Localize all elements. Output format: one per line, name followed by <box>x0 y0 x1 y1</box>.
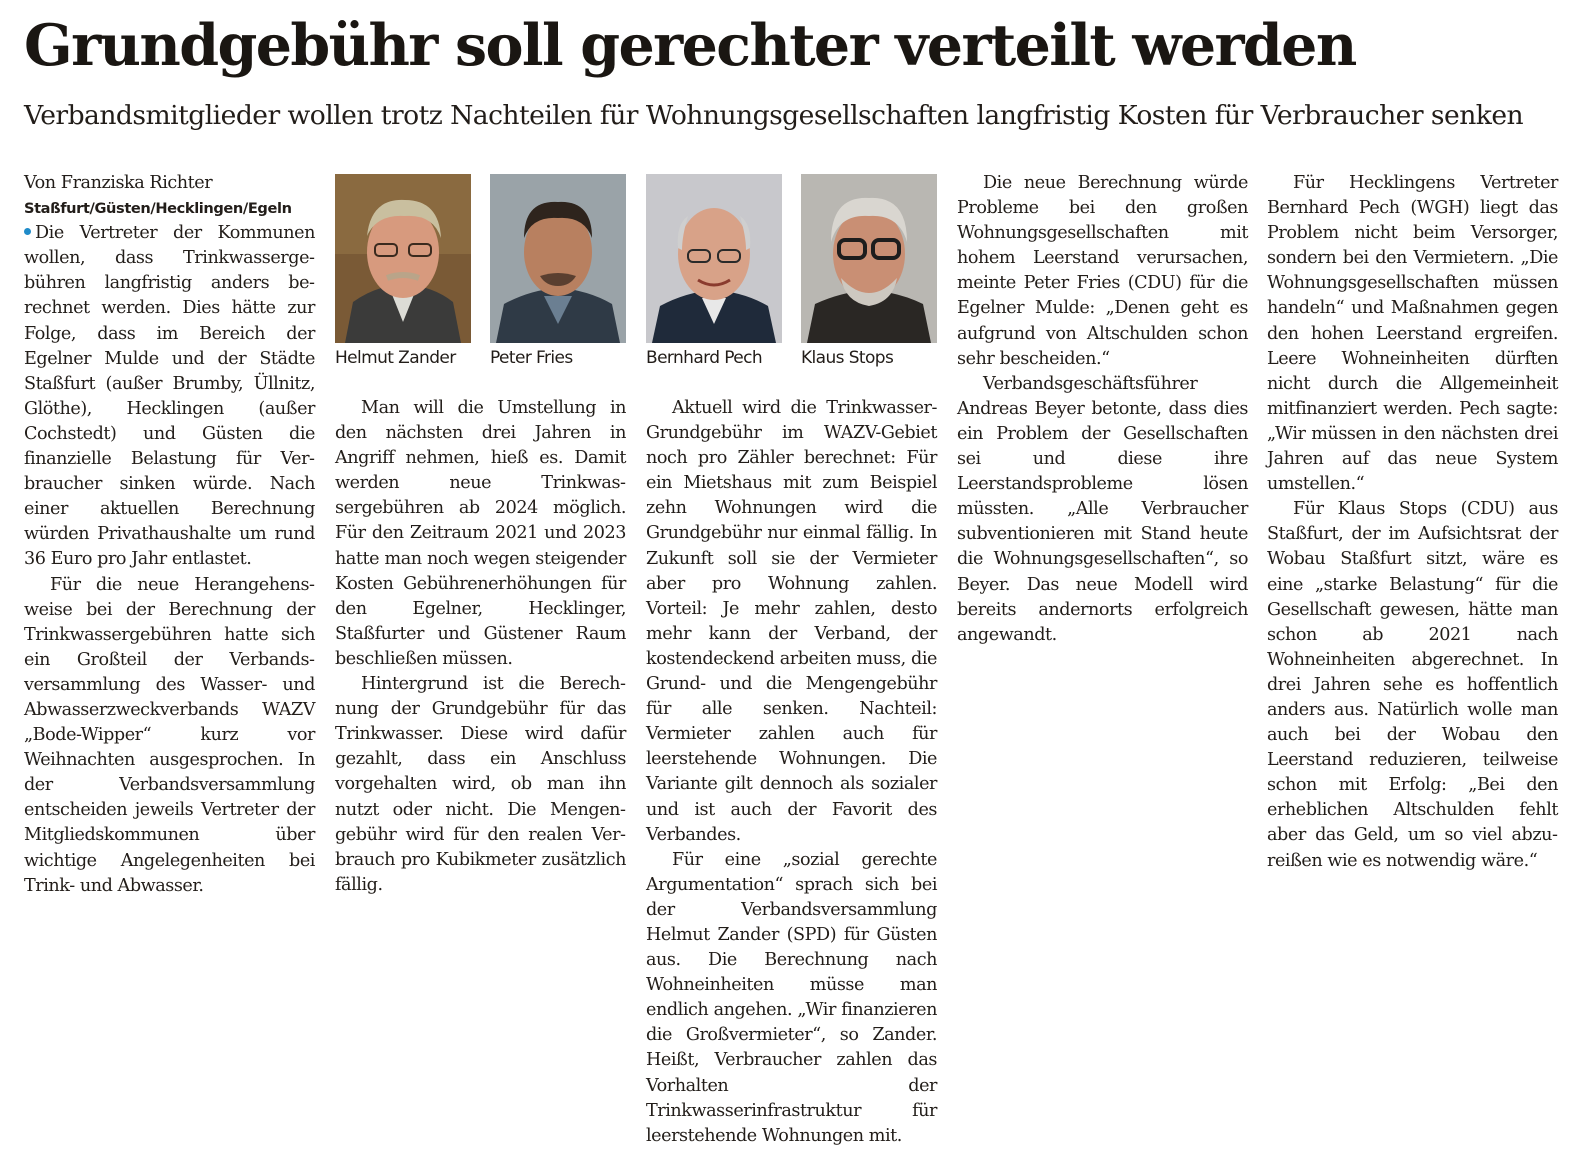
photo-peter-fries <box>490 174 626 369</box>
article-column-1 <box>24 171 315 899</box>
lead-text: Die Vertreter der Kommunen wollen, dass Trinkwassergebühren langfristig anders berechnet werden. Dies hätte zur Folge, dass im Bereich der Egelner Mulde und der Städte Staßfurt (außer Brumby, Üllnitz, Glöthe), Hecklingen (außer Cochstedt) und Güsten die finanzielle Belastung für Verbraucher sinken würde. Nach einer aktuellen Berechnung würden Privathaushalte um rund 36 Euro pro Jahr entlastet. <box>24 223 315 570</box>
article-paragraph: Für Klaus Stops (CDU) aus Staßfurt, der im Aufsichtsrat der Wobau Staßfurt sitzt, wäre es eine „starke Belastung“ für die Gesellschaft gewesen, hätte man schon ab 2021 nach Wohneinheiten abgerechnet. In drei Jahren sehe es hoffentlich anders aus. Natürlich wolle man auch bei der Wobau den Leerstand reduzieren, teilweise schon mit Erfolg: „Bei den erheblichen Altschulden fehlt aber das Geld, um so viel abzureißen wie es notwendig wäre.“ <box>1267 499 1558 871</box>
portrait-photos <box>335 174 939 374</box>
portrait-image <box>335 174 471 343</box>
byline: Von Franziska Richter <box>24 173 213 193</box>
portrait-image <box>646 174 782 343</box>
bullet-icon <box>24 228 31 235</box>
photo-caption: Bernhard Pech <box>646 348 763 368</box>
article-paragraph: Die neue Berechnung würde Probleme bei den großen Wohnungsgesellschaften mit hohem Leerstand verursachen, meinte Peter Fries (CDU) für die Egelner Mulde: „Denen geht es aufgrund von Altschulden schon sehr bescheiden.“ <box>957 173 1248 369</box>
headline: Grundgebühr soll gerechter verteilt werden <box>24 12 1356 79</box>
article-column-5 <box>1267 171 1558 874</box>
article-paragraph: Für Hecklingens Vertreter Bernhard Pech (WGH) liegt das Problem nicht beim Versorger, sondern bei den Vermietern. „Die Wohnungsgesellschaften müssen handeln“ und Maßnahmen gegen den hohen Leerstand ergreifen. Leere Wohneinheiten dürften nicht durch die Allgemeinheit mitfinanziert werden. Pech sagte: „Wir müssen in den nächsten drei Jahren auf das neue System umstellen.“ <box>1267 173 1558 495</box>
dateline: Staßfurt/Güsten/Hecklingen/Egeln <box>24 200 292 218</box>
portrait-image <box>801 174 937 343</box>
photo-helmut-zander <box>335 174 471 369</box>
photo-caption: Klaus Stops <box>801 348 894 368</box>
photo-bernhard-pech <box>646 174 782 369</box>
photo-caption: Peter Fries <box>490 348 573 368</box>
photo-caption: Helmut Zander <box>335 348 456 368</box>
article-paragraph: Hintergrund ist die Berechnung der Grundgebühr für das Trinkwasser. Diese wird dafür gezahlt, dass ein Anschluss vorgehalten wird, ob man ihn nutzt oder nicht. Die Mengengebühr wird für den realen Verbrauch pro Kubikmeter zusätzlich fällig. <box>335 674 626 895</box>
subheadline: Verbandsmitglieder wollen trotz Nachteilen für Wohnungsgesellschaften langfristig Kosten für Verbraucher senken <box>24 100 1524 131</box>
article-column-4 <box>957 171 1248 648</box>
article-column-2 <box>335 396 626 898</box>
photo-klaus-stops <box>801 174 937 369</box>
article-paragraph <box>24 221 315 572</box>
article-paragraph: Für eine „sozial gerechte Argumentation“ sprach sich bei der Verbandsversammlung Helmut Zander (SPD) für Güsten aus. Die Berechnung nach Wohneinheiten müsse man endlich angehen. „Wir finanzieren die Großvermieter“, so Zander. Heißt, Verbraucher zahlen das Vorhalten der Trinkwasserinfrastruktur für leerstehende Wohnungen mit. <box>646 849 937 1146</box>
article-paragraph: Für die neue Herangehensweise bei der Berechnung der Trinkwassergebühren hatte sich ein Großteil der Verbandsversammlung des Wasser- und Abwasserzweckverbands WAZV „Bode-Wipper“ kurz vor Weihnachten ausgesprochen. In der Verbandsversammlung entscheiden jeweils Vertreter der Mitgliedskommunen über wichtige Angelegenheiten bei Trink- und Abwasser. <box>24 574 315 896</box>
portrait-image <box>490 174 626 343</box>
article-paragraph: Man will die Umstellung in den nächsten drei Jahren in Angriff nehmen, hieß es. Damit werden neue Trinkwassergebühren ab 2024 möglich. Für den Zeitraum 2021 und 2023 hatte man noch wegen steigender Kosten Gebührenerhöhungen für den Egelner, Hecklinger, Staßfurter und Güstener Raum beschließen müssen. <box>335 398 626 669</box>
article-column-3 <box>646 396 937 1149</box>
article-paragraph: Aktuell wird die Trinkwasser-Grundgebühr im WAZV-Gebiet noch pro Zähler berechnet: Für ein Mietshaus mit zum Beispiel zehn Wohnungen wird die Grundgebühr nur einmal fällig. In Zukunft soll sie der Vermieter aber pro Wohnung zahlen. Vorteil: Je mehr zahlen, desto mehr kann der Verband, der kostendeckend arbeiten muss, die Grund- und die Mengengebühr für alle senken. Nachteil: Vermieter zahlen auch für leerstehende Wohnungen. Die Variante gilt dennoch als sozialer und ist auch der Favorit des Verbandes. <box>646 398 937 845</box>
article-paragraph: Verbandsgeschäftsführer Andreas Beyer betonte, dass dies ein Problem der Gesellschaften sei und diese ihre Leerstandsprobleme lösen müssten. „Alle Verbraucher subventionieren mit Stand heute die Wohnungsgesellschaften“, so Beyer. Das neue Modell wird bereits andernorts erfolgreich angewandt. <box>957 373 1248 645</box>
